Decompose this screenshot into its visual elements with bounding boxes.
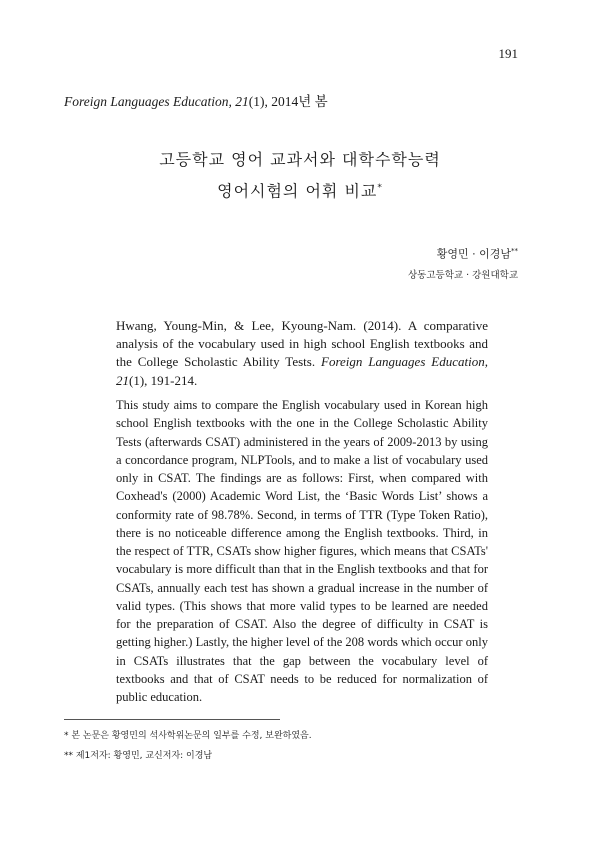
author-footnote-mark: ** bbox=[511, 247, 518, 255]
citation-pages: (1), 191-214. bbox=[129, 372, 198, 388]
author-affiliations: 상동고등학교 · 강원대학교 bbox=[407, 269, 518, 281]
footnote-divider bbox=[64, 719, 280, 720]
title-line-2-text: 영어시험의 어휘 비교 bbox=[217, 181, 378, 201]
footnotes bbox=[64, 726, 312, 766]
title-line-2 bbox=[0, 174, 600, 205]
journal-name: Foreign Languages Education, 21 bbox=[64, 94, 249, 109]
paper-title bbox=[0, 146, 600, 205]
citation bbox=[116, 317, 488, 390]
page-number: 191 bbox=[498, 46, 518, 61]
author-names bbox=[408, 240, 518, 266]
abstract: This study aims to compare the English vocabulary used in Korean high school English textbooks with the one in the College Scholastic Ability Tests (afterwards CSAT) administered in the years of 2009-2013 by using a concordance program, NLPTools, and to make a list of vocabulary used only in CSAT. The findings are as follows: First, when compared with Coxhead's (2000) Academic Word List, the ‘Basic Words List’ shows a conformity rate of 98.78%. Second, in terms of TTR (Type Token Ratio), there is no noticeable difference among the English textbooks. Third, in the respect of TTR, CSATs show higher figures, which means that CSATs' vocabulary is more difficult than that in the English textbooks and that for CSATs, annually each test has shown a gradual increase in the number of valid types. (This shows that more valid types to be learned are needed for the preparation of CSAT. Also the degree of difficulty in CSAT is getting higher.) Lastly, the higher level of the 208 words which occur only in CSATs illustrates that the gap between the vocabulary level of textbooks and that of CSAT needs to be reduced for normalization of public education. bbox=[116, 398, 488, 704]
citation-journal: Foreign Languages Education, 21 bbox=[116, 354, 488, 388]
author-names-text: 황영민 · 이경남 bbox=[436, 247, 511, 261]
title-footnote-mark: * bbox=[377, 183, 383, 193]
title-line-1: 고등학교 영어 교과서와 대학수학능력 bbox=[159, 150, 441, 169]
author-block bbox=[408, 240, 518, 286]
journal-issue: (1), 2014년 봄 bbox=[248, 94, 328, 109]
citation-text: Hwang, Young-Min, & Lee, Kyoung-Nam. (2014). A comparative analysis of the vocabulary used in high school English textbooks and the College Scholastic Ability Tests. bbox=[116, 318, 488, 370]
footnote-2: ** 제1저자: 황영민, 교신저자: 이경남 bbox=[64, 751, 213, 761]
footnote-1: * 본 논문은 황영민의 석사학위논문의 일부를 수정, 보완하였음. bbox=[64, 731, 312, 741]
journal-header bbox=[64, 90, 328, 110]
